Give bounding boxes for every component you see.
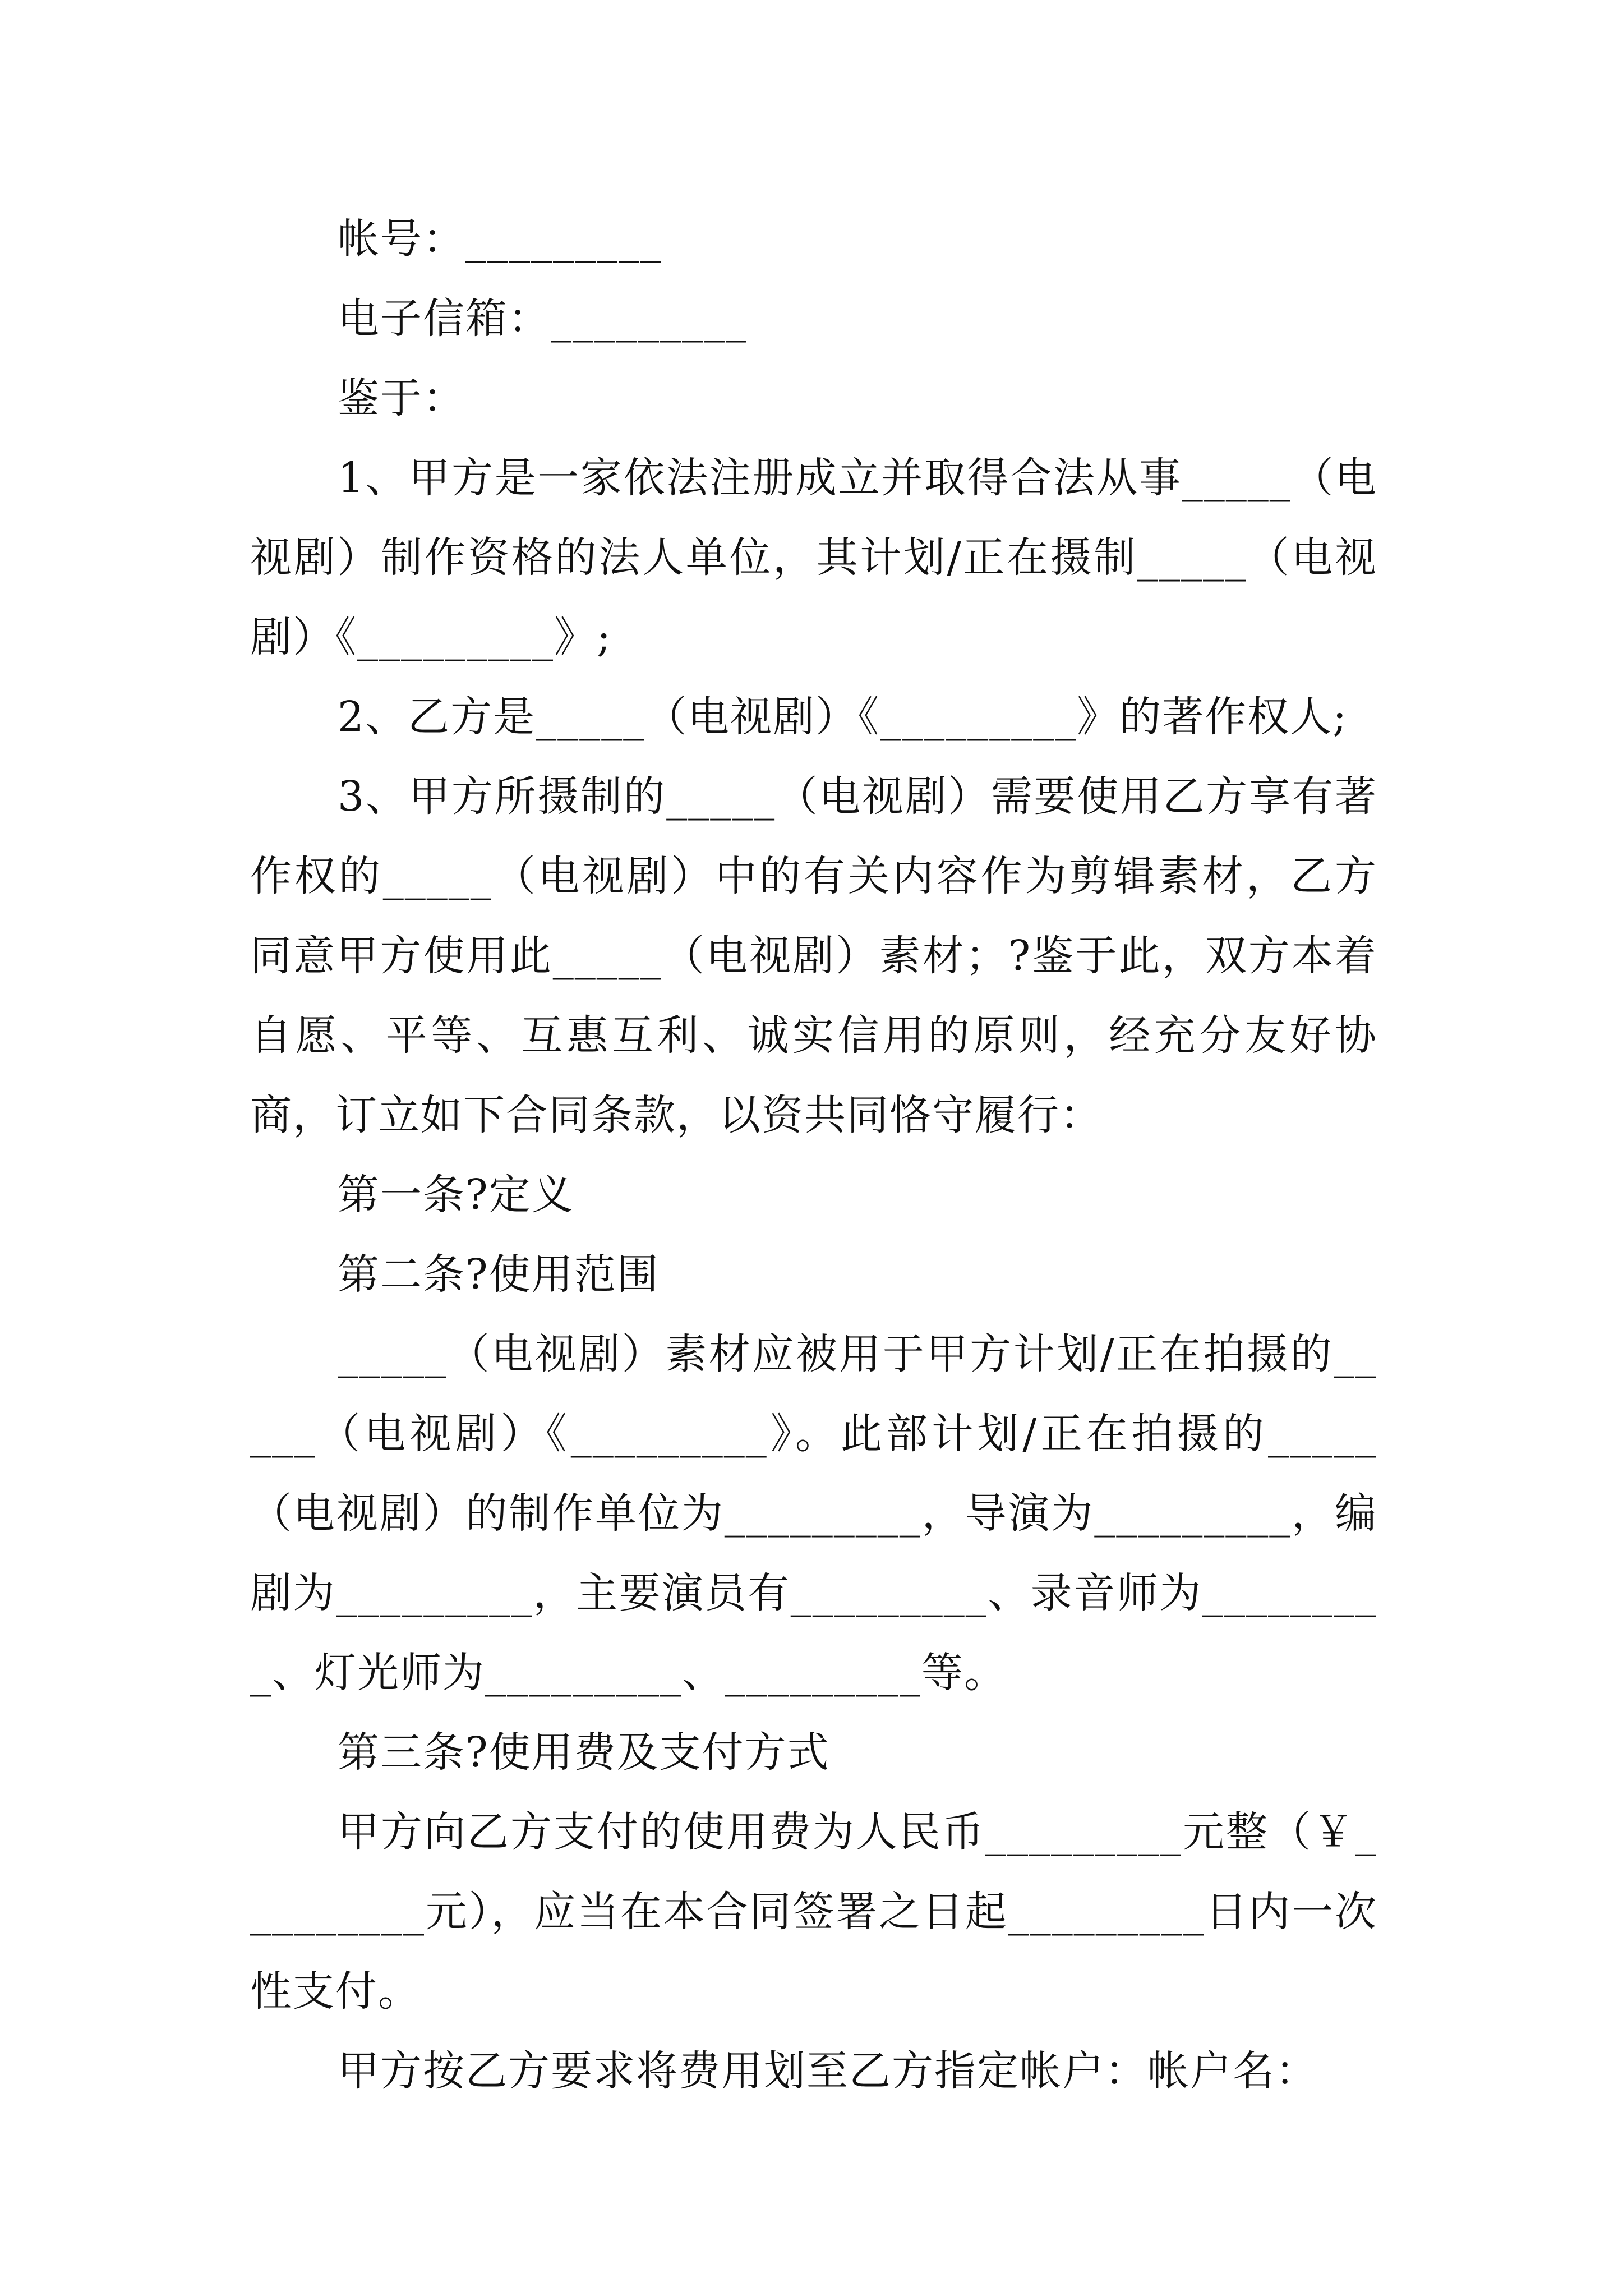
payment-account-line: 甲方按乙方要求将费用划至乙方指定帐户：帐户名： <box>338 2047 1318 2095</box>
article-1-heading: 第一条?定义 <box>338 1171 574 1219</box>
recital-3: 3、甲方所摄制的_____（电视剧）需要使用乙方享有著作权的_____（电视剧）中的有关内容作为剪辑素材，乙方同意甲方使用此_____（电视剧）素材；?鉴于此，双方本着自愿、平等、互惠互利、诚实信用的原则，经充分友好协商，订立如下合同条款，以资共同恪守履行： <box>250 772 1377 1139</box>
recital-2: 2、乙方是_____（电视剧）《_________》的著作权人; <box>338 693 1348 741</box>
article-3-heading: 第三条?使用费及支付方式 <box>338 1728 830 1777</box>
account-number-line: 帐号：_________ <box>338 215 662 263</box>
email-line: 电子信箱：_________ <box>338 295 748 343</box>
article-2-body: _____（电视剧）素材应被用于甲方计划/正在拍摄的_____（电视剧）《_________》。此部计划/正在拍摄的_____（电视剧）的制作单位为_________，导演为_________，编剧为_________，主要演员有_________、录音师为_________、灯光师为_________、_________等。 <box>250 1330 1377 1697</box>
article-3-body: 甲方向乙方支付的使用费为人民币_________元整（￥_________元），应当在本合同签署之日起_________日内一次性支付。 <box>250 1808 1377 2016</box>
recital-1: 1、甲方是一家依法注册成立并取得合法从事_____（电视剧）制作资格的法人单位，其计划/正在摄制_____（电视剧）《_________》; <box>250 454 1377 661</box>
whereas-heading: 鉴于： <box>338 374 465 422</box>
document-body <box>250 199 1377 2111</box>
article-2-heading: 第二条?使用范围 <box>338 1250 660 1299</box>
